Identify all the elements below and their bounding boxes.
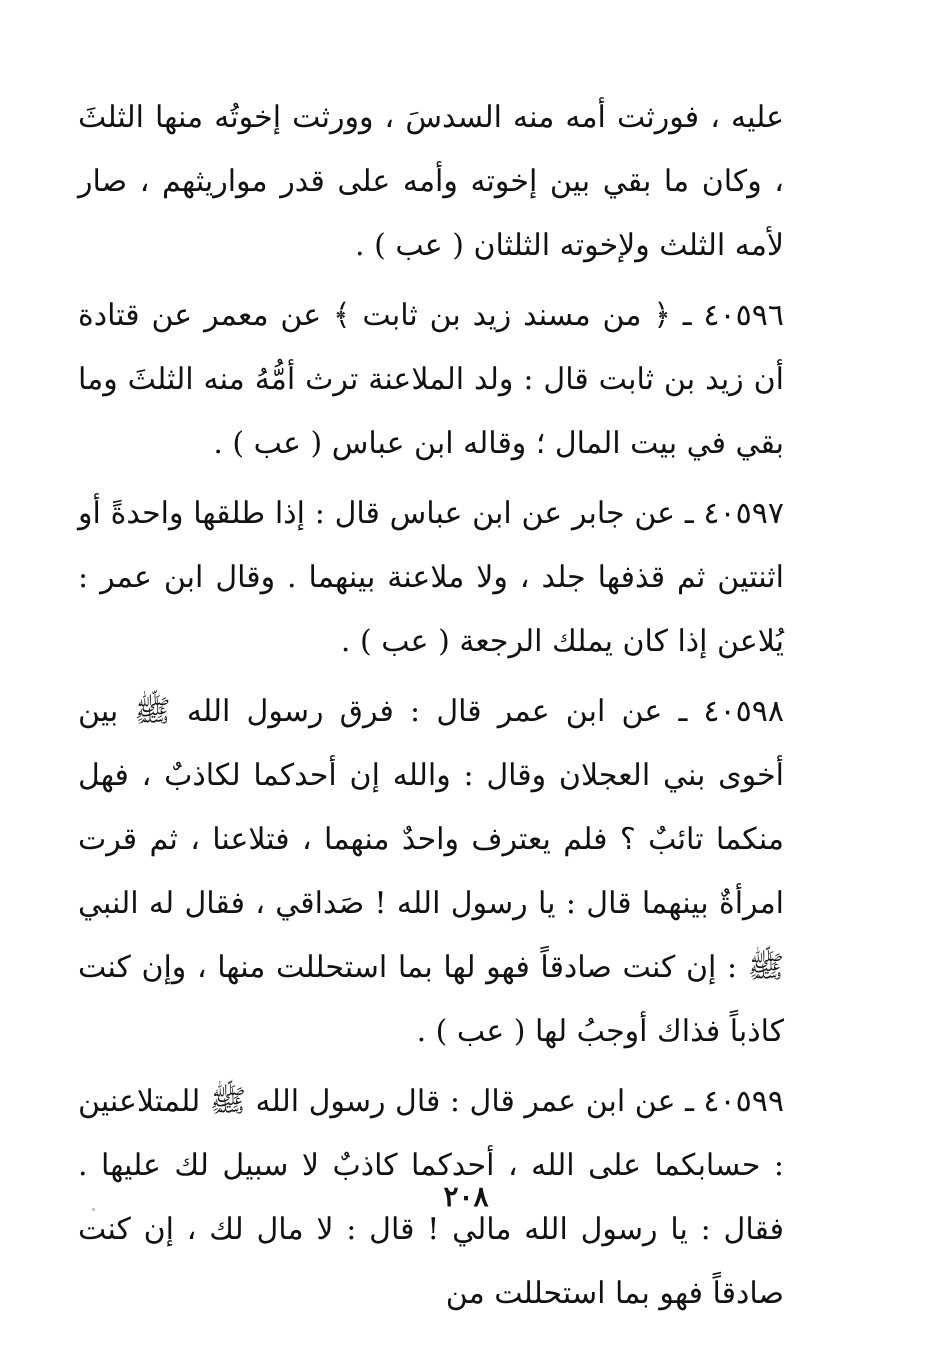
paragraph-continuation: عليه ، فورثت أمه منه السدسَ ، وورثت إخوتُه منها الثلثَ ، وكان ما بقي بين إخوته وأمه على قدر مواريثهم ، صار لأمه الثلث ولإخوته الثلثان ( عب ) . [78, 100, 784, 263]
page-number: ٢٠٨ [443, 1180, 489, 1213]
body-text [78, 86, 784, 1326]
paragraph-40596: ٤٠٥٩٦ ـ ﴿ من مسند زيد بن ثابت ﴾ عن معمر عن قتادة أن زيد بن ثابت قال : ولد الملاعنة ترث أمُّهُ منه الثلثَ وما بقي في بيت المال ؛ وقاله ابن عباس ( عب ) . [78, 298, 784, 461]
scan-speck [92, 1208, 95, 1211]
paragraph-40597: ٤٠٥٩٧ ـ عن جابر عن ابن عباس قال : إذا طلقها واحدةً أو اثنتين ثم قذفها جلد ، ولا ملاعنة بينهما . وقال ابن عمر : يُلاعن إذا كان يملك الرجعة ( عب ) . [78, 496, 784, 659]
paragraph-40599: ٤٠٥٩٩ ـ عن ابن عمر قال : قال رسول الله ﷺ للمتلاعنين : حسابكما على الله ، أحدكما كاذبٌ لا سبيل لك عليها . فقال : يا رسول الله مالي ! قال : لا مال لك ، إن كنت صادقاً فهو بما استحللت من [78, 1084, 784, 1311]
paragraph-40598: ٤٠٥٩٨ ـ عن ابن عمر قال : فرق رسول الله ﷺ بين أخوى بني العجلان وقال : والله إن أحدكما لكاذبٌ ، فهل منكما تائبٌ ؟ فلم يعترف واحدٌ منهما ، فتلاعنا ، ثم قرت امرأةٌ بينهما قال : يا رسول الله ! صَداقي ، فقال له النبي ﷺ : إن كنت صادقاً فهو لها بما استحللت منها ، وإن كنت كاذباً فذاك أوجبُ لها ( عب ) . [78, 694, 784, 1049]
